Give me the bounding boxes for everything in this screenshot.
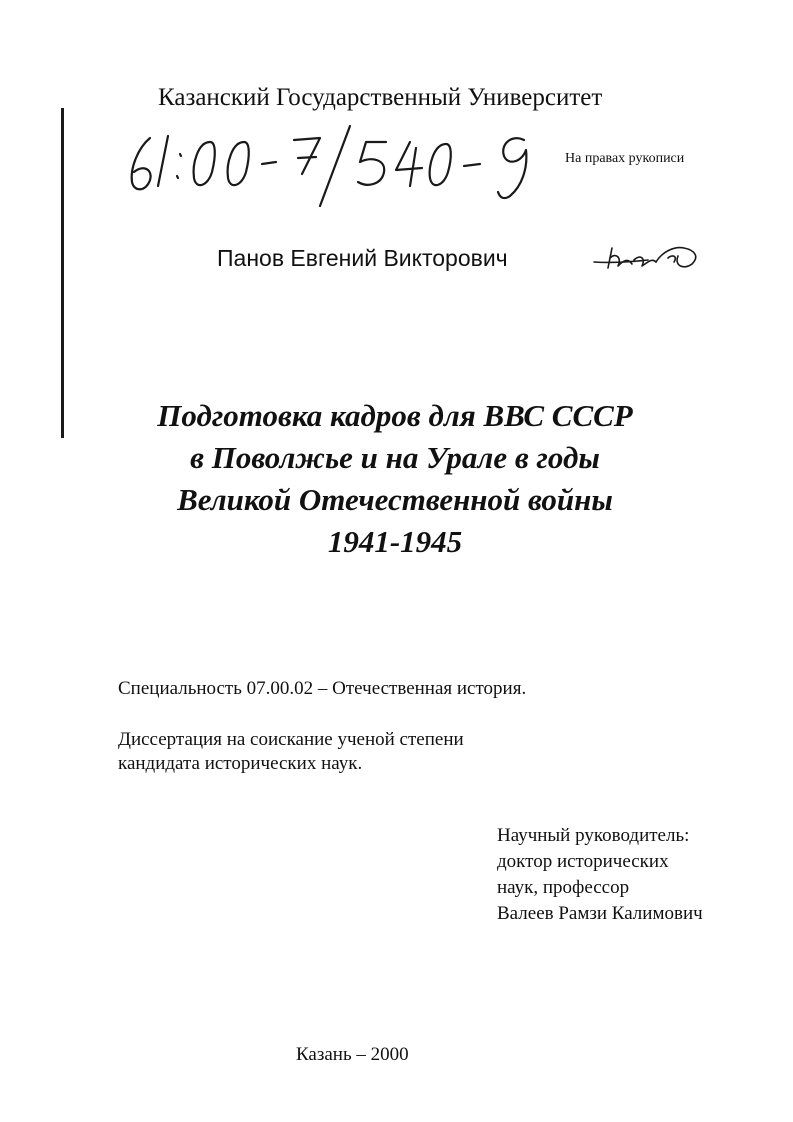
scan-edge-line	[61, 108, 64, 438]
supervisor-line: Валеев Рамзи Калимович	[497, 903, 703, 924]
dissertation-degree	[118, 728, 464, 776]
supervisor-line: Научный руководитель:	[497, 825, 690, 846]
dissertation-title	[100, 395, 690, 563]
author-name: Панов Евгений Викторович	[217, 245, 508, 271]
degree-line: кандидата исторических наук.	[118, 753, 363, 774]
handwritten-archive-code	[120, 120, 550, 210]
title-line: Подготовка кадров для ВВС СССР	[157, 398, 633, 433]
supervisor-line: наук, профессор	[497, 877, 630, 898]
specialty-line: Специальность 07.00.02 – Отечественная история.	[118, 678, 527, 699]
author-signature	[590, 236, 705, 276]
supervisor-block	[497, 823, 703, 927]
degree-line: Диссертация на соискание ученой степени	[118, 729, 464, 750]
place-and-year: Казань – 2000	[296, 1044, 409, 1065]
supervisor-line: доктор исторических	[497, 851, 669, 872]
title-line: Великой Отечественной войны	[177, 482, 613, 517]
manuscript-rights-note: На правах рукописи	[565, 151, 685, 166]
title-line: в Поволжье и на Урале в годы	[190, 440, 600, 475]
university-name: Казанский Государственный Университет	[158, 84, 603, 111]
title-line: 1941-1945	[327, 524, 463, 559]
